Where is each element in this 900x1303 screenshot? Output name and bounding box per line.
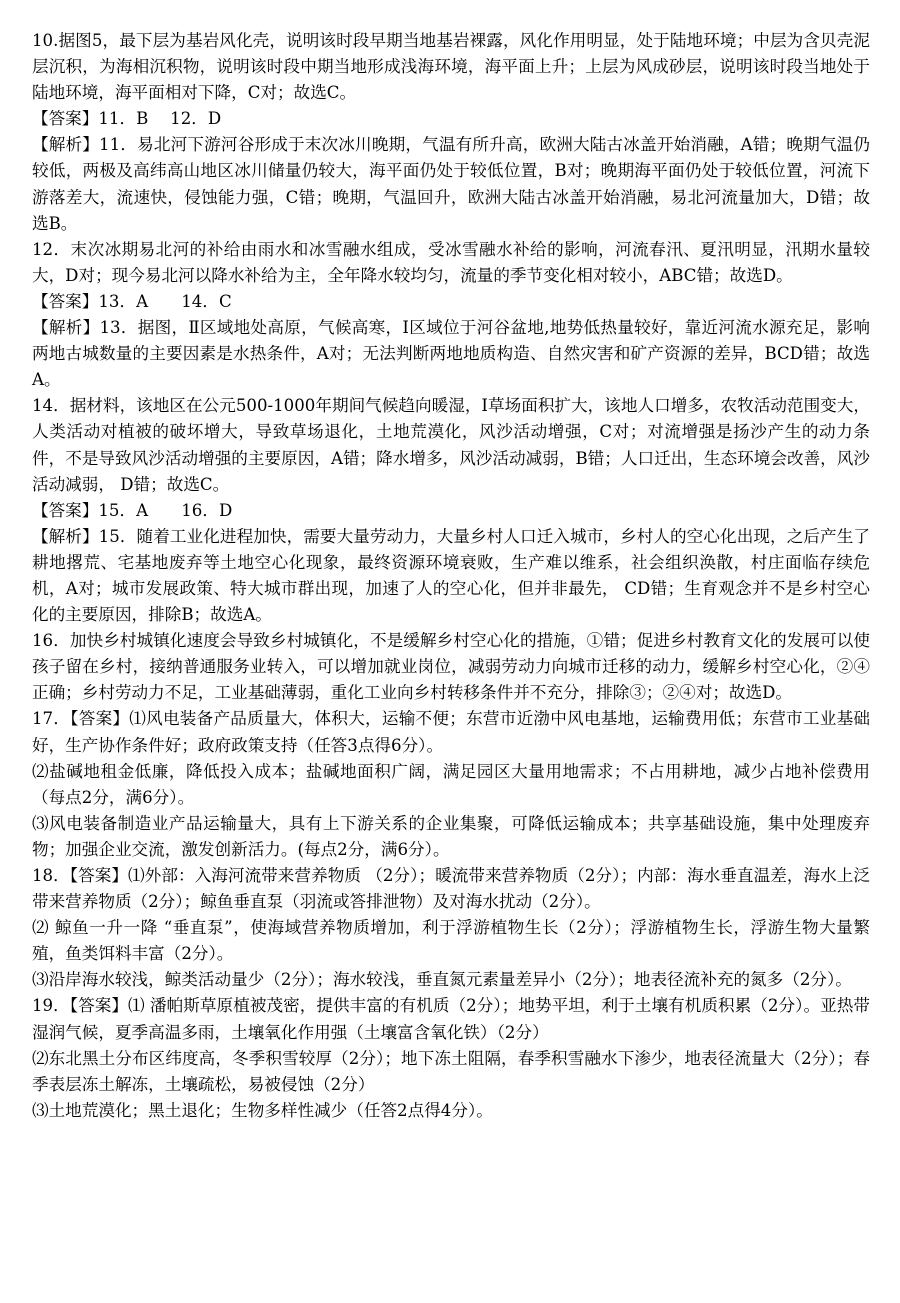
paragraph-q19-part3: ⑶土地荒漠化；黑土退化；生物多样性减少（任答2点得4分）。 [32,1100,493,1120]
paragraph-answer-13-14: 【答案】13．A 14．C [32,291,232,311]
paragraph-analysis-13: 【解析】13．据图，Ⅱ区域地处高原，气候高寒，Ⅰ区域位于河谷盆地,地势低热量较好，靠近河流水源充足，影响两地古城数量的主要因素是水热条件，A对；无法判断两地地质构造、自然灾害和矿产资源的差异，BCD错；故选A。 [32,318,870,390]
paragraph-q17-part3: ⑶风电装备制造业产品运输量大，具有上下游关系的企业集聚，可降低运输成本；共享基础设施，集中处理废弃物；加强企业交流，激发创新活力。(每点2分，满6分）。 [32,813,870,859]
paragraph-analysis-12: 12．末次冰期易北河的补给由雨水和冰雪融水组成，受冰雪融水补给的影响，河流春汛、夏汛明显，汛期水量较大，D对；现今易北河以降水补给为主，全年降水较均匀，流量的季节变化相对较小，ABC错；故选D。 [32,239,870,285]
paragraph-analysis-14: 14．据材料，该地区在公元500-1000年期间气候趋向暖湿，Ⅰ草场面积扩大，该地人口增多，农牧活动范围变大，人类活动对植被的破坏增大，导致草场退化，土地荒漠化，风沙活动增强，C对；对流增强是扬沙产生的动力条件，不是导致风沙活动增强的主要原因，A错；降水增多，风沙活动减弱，B错；人口迁出，生态环境会改善，风沙活动减弱， D错；故选C。 [32,396,870,494]
paragraph-answer-15-16: 【答案】15．A 16．D [32,500,233,520]
paragraph-q19-part2: ⑵东北黑土分布区纬度高，冬季积雪较厚（2分）；地下冻土阻隔，春季积雪融水下渗少，地表径流量大（2分）；春季表层冻土解冻，土壤疏松，易被侵蚀（2分） [32,1048,870,1094]
paragraph-q18-part3: ⑶沿岸海水较浅，鲸类活动量少（2分）；海水较浅，垂直氮元素量差异小（2分）；地表径流补充的氮多（2分）。 [32,970,852,990]
paragraph-answer-11-12: 【答案】11．B 12．D [32,109,222,129]
paragraph-analysis-11: 【解析】11．易北河下游河谷形成于末次冰川晚期，气温有所升高，欧洲大陆古冰盖开始消融，A错；晚期气温仍较低，两极及高纬高山地区冰川储量仍较大，海平面仍处于较低位置，B对；晚期海平面仍处于较低位置，河流下游落差大，流速快，侵蚀能力强，C错；晚期，气温回升，欧洲大陆古冰盖开始消融，易北河流量加大，D错；故选B。 [32,135,870,233]
paragraph-q17-part2: ⑵盐碱地租金低廉，降低投入成本；盐碱地面积广阔，满足园区大量用地需求；不占用耕地，减少占地补偿费用（每点2分，满6分）。 [32,761,870,807]
paragraph-q18-part1: 18．【答案】⑴外部：入海河流带来营养物质 （2分）；暖流带来营养物质（2分）；内部：海水垂直温差，海水上泛带来营养物质（2分）；鲸鱼垂直泵（羽流或答排泄物）及对海水扰动（2分）。 [32,866,870,912]
paragraph-analysis-16: 16．加快乡村城镇化速度会导致乡村城镇化，不是缓解乡村空心化的措施，①错；促进乡村教育文化的发展可以使孩子留在乡村，接纳普通服务业转入，可以增加就业岗位，减弱劳动力向城市迁移的动力，缓解乡村空心化，②④正确；乡村劳动力不足，工业基础薄弱，重化工业向乡村转移条件并不充分，排除③；②④对；故选D。 [32,631,870,703]
paragraph-analysis-15: 【解析】15．随着工业化进程加快，需要大量劳动力，大量乡村人口迁入城市，乡村人的空心化出现，之后产生了耕地撂荒、宅基地废弃等土地空心化现象，最终资源环境衰败，生产难以维系，社会组织涣散，村庄面临存续危机，A对；城市发展政策、特大城市群出现，加速了人的空心化，但并非最先， CD错；生育观念并不是乡村空心化的主要原因，排除B；故选A。 [32,526,870,625]
paragraph-q17-part1: 17．【答案】⑴风电装备产品质量大，体积大，运输不便；东营市近渤中风电基地，运输费用低；东营市工业基础好，生产协作条件好；政府政策支持（任答3点得6分）。 [32,709,870,755]
paragraph-q10-explanation: 10.据图5，最下层为基岩风化壳，说明该时段早期当地基岩裸露，风化作用明显，处于陆地环境；中层为含贝壳泥层沉积，为海相沉积物，说明该时段中期当地形成浅海环境，海平面上升；上层为风成砂层，说明该时段当地处于陆地环境，海平面相对下降，C对；故选C。 [32,31,870,103]
paragraph-q18-part2: ⑵ 鲸鱼一升一降 “垂直泵”，使海域营养物质增加，利于浮游植物生长（2分）；浮游植物生长，浮游生物大量繁殖，鱼类饵料丰富（2分）。 [32,918,870,964]
paragraph-q19-part1: 19．【答案】⑴ 潘帕斯草原植被茂密，提供丰富的有机质（2分）；地势平坦，利于土壤有机质积累（2分）。亚热带湿润气候，夏季高温多雨，土壤氧化作用强（土壤富含氧化铁）（2分） [32,996,870,1042]
